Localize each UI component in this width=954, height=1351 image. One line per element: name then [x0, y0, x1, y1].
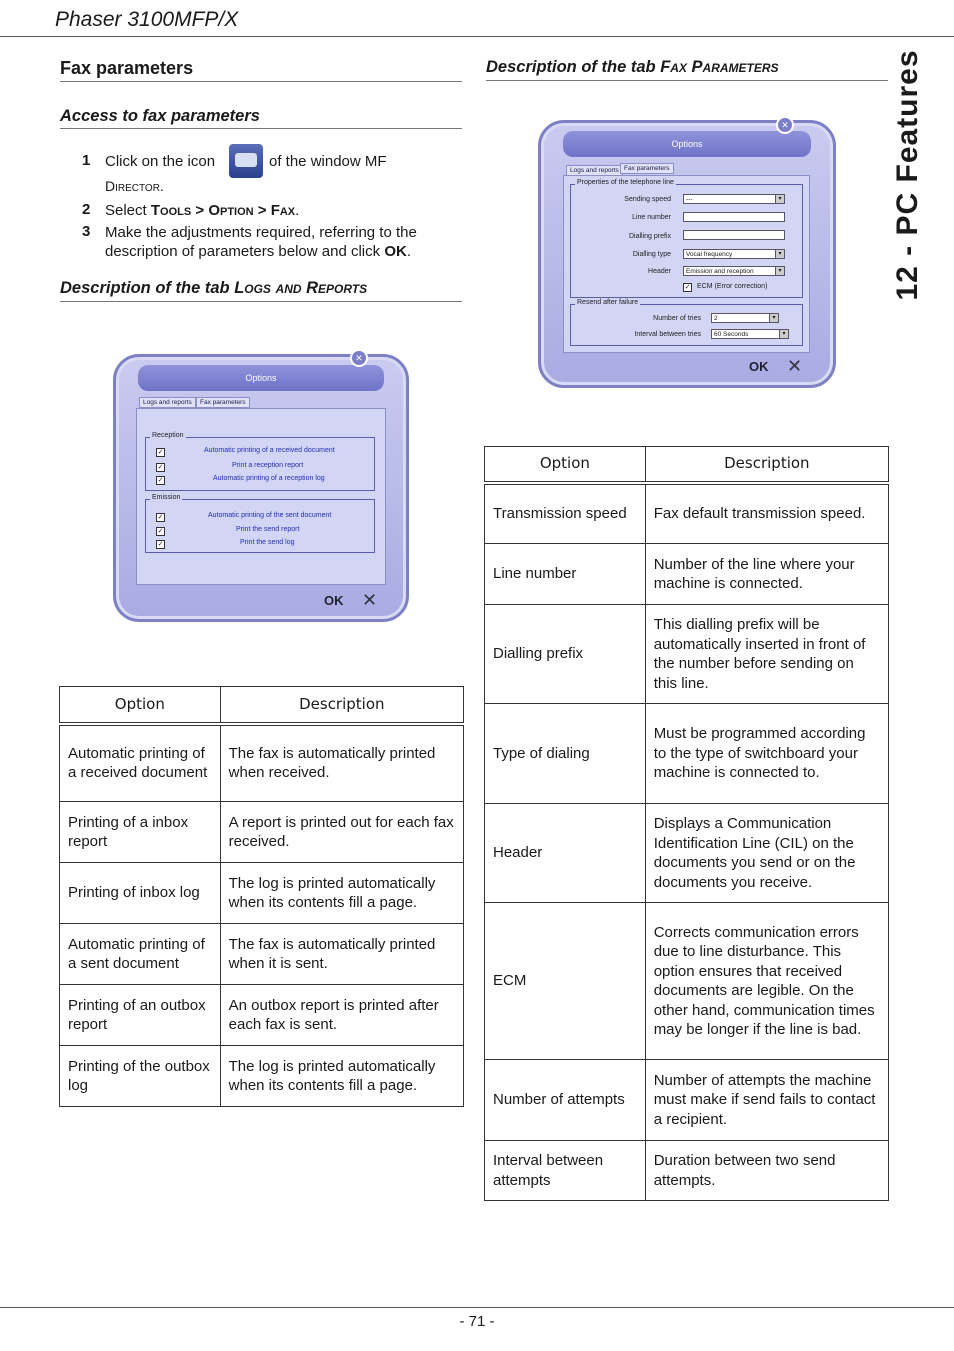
table-row: [60, 1046, 464, 1107]
page-number: - 71 -: [459, 1313, 495, 1330]
access-title: Access to fax parameters: [60, 107, 260, 125]
table-row: [485, 804, 889, 903]
table-row: [485, 544, 889, 605]
field-value: 60 Seconds: [714, 331, 749, 338]
chevron-down-icon: ▾: [779, 330, 788, 338]
field-label: Interval between tries: [634, 331, 701, 338]
ok-keyword: OK: [384, 243, 407, 260]
description-cell: Duration between two send attempts.: [645, 1141, 888, 1201]
step-2-end: .: [295, 202, 300, 219]
option-cell: Interval between attempts: [485, 1141, 646, 1201]
chevron-down-icon: ▾: [775, 267, 784, 275]
reception-option: Automatic printing of a reception log: [213, 475, 325, 482]
description-cell: Number of the line where your machine is connected.: [645, 544, 888, 605]
step-2-text: [105, 201, 299, 220]
option-cell: Printing of inbox log: [60, 863, 221, 924]
option-cell: Automatic printing of a received document: [60, 724, 221, 802]
section-rule: [60, 81, 462, 82]
telephone-line-group: [570, 179, 803, 298]
option-cell: Printing of a inbox report: [60, 802, 221, 863]
checkbox[interactable]: ✓: [157, 449, 164, 456]
logs-reports-table: [59, 686, 464, 1107]
ecm-label: ECM (Error correction): [697, 283, 768, 290]
logs-title-prefix: Description of the tab: [60, 279, 235, 297]
step-2-prefix: Select: [105, 202, 151, 219]
access-rule: [60, 128, 462, 129]
emission-option: Automatic printing of the sent document: [208, 512, 332, 519]
reception-option: Print a reception report: [232, 462, 304, 469]
menu-tools: Tools: [150, 202, 192, 219]
chevron-down-icon: ▾: [775, 250, 784, 258]
chevron-down-icon: ▾: [775, 195, 784, 203]
step-1-text-a: Click on the icon: [105, 153, 216, 170]
step-number: 1: [82, 152, 91, 169]
fax-title-tab-name: Fax Parameters: [660, 58, 779, 76]
table-row: [485, 605, 889, 704]
field-value: 2: [714, 315, 718, 322]
section-title: Fax parameters: [60, 58, 194, 78]
column-header: Option: [485, 447, 646, 483]
dialog-panel: [563, 175, 810, 353]
description-cell: Displays a Communication Identification Line (CIL) on the documents you send or on the documents you receive.: [645, 804, 888, 903]
interval-select[interactable]: [711, 329, 789, 339]
description-cell: The fax is automatically printed when it is sent.: [220, 924, 463, 985]
tab-fax-parameters[interactable]: Fax parameters: [620, 163, 674, 174]
telephone-line-label: Properties of the telephone line: [577, 179, 674, 186]
reception-option: Automatic printing of a received document: [204, 447, 335, 454]
description-cell: This dialling prefix will be automatically inserted in front of the number before sending on this line.: [645, 605, 888, 704]
resend-group: [570, 299, 803, 346]
step-3-text: description of parameters below and click: [105, 243, 385, 260]
ecm-checkbox[interactable]: ✓: [684, 284, 691, 291]
emission-label: Emission: [152, 494, 181, 501]
table-row: [60, 985, 464, 1046]
resend-label: Resend after failure: [577, 299, 639, 306]
cancel-icon[interactable]: ✕: [787, 356, 803, 376]
dialog-title-bar: Options: [138, 365, 384, 391]
description-cell: Number of attempts the machine must make if send fails to contact a recipient.: [645, 1060, 888, 1141]
step-3-end: .: [406, 243, 411, 260]
dialog-panel: [136, 408, 386, 585]
description-cell: The log is printed automatically when its contents fill a page.: [220, 863, 463, 924]
table-header-row: [485, 447, 889, 483]
logs-rule: [60, 301, 462, 302]
description-cell: The fax is automatically printed when received.: [220, 724, 463, 802]
option-cell: Printing of an outbox report: [60, 985, 221, 1046]
description-cell: The log is printed automatically when its contents fill a page.: [220, 1046, 463, 1107]
emission-option: Print the send report: [236, 526, 300, 533]
option-cell: Header: [485, 804, 646, 903]
menu-separator: >: [253, 202, 271, 219]
emission-option: Print the send log: [240, 539, 295, 546]
menu-fax: Fax: [270, 202, 296, 219]
tab-logs-and-reports[interactable]: Logs and reports: [139, 397, 196, 408]
options-dialog-fax: [538, 120, 836, 388]
field-label: Header: [648, 268, 671, 275]
step-1-text-c: Director.: [105, 178, 164, 194]
emission-group: [145, 494, 375, 553]
mf-director-fax-icon: [229, 144, 263, 178]
chapter-label: 12 - PC Features: [891, 49, 924, 301]
close-icon[interactable]: ✕: [776, 116, 794, 134]
options-dialog-logs: [113, 354, 409, 622]
footer-divider: [0, 1307, 954, 1308]
cancel-icon[interactable]: ✕: [362, 590, 378, 610]
option-cell: ECM: [485, 903, 646, 1060]
field-label: Line number: [632, 214, 671, 221]
field-label: Number of tries: [653, 315, 701, 322]
dialog-title-bar: Options: [563, 131, 811, 157]
fax-parameters-table: [484, 446, 889, 1201]
fax-title-prefix: Description of the tab: [486, 58, 661, 76]
description-cell: Fax default transmission speed.: [645, 483, 888, 544]
step-number: 2: [82, 201, 91, 218]
checkbox[interactable]: ✓: [157, 528, 164, 535]
field-value: ---: [686, 196, 693, 203]
table-row: [60, 802, 464, 863]
reception-group: [145, 432, 375, 491]
fax-tab-title: [486, 58, 779, 77]
table-row: [60, 724, 464, 802]
field-label: Dialling prefix: [628, 233, 671, 240]
fax-title-rule: [486, 80, 888, 81]
table-row: [485, 704, 889, 804]
ok-button[interactable]: OK: [324, 593, 344, 608]
step-1-text-b: of the window MF: [269, 153, 387, 170]
step-3-line1: Make the adjustments required, referring to the: [105, 224, 417, 241]
column-header: Description: [220, 687, 463, 724]
dialling-prefix-input[interactable]: [683, 230, 785, 240]
option-cell: Printing of the outbox log: [60, 1046, 221, 1107]
reception-label: Reception: [152, 432, 184, 439]
header-select[interactable]: [683, 266, 785, 276]
checkbox[interactable]: ✓: [157, 541, 164, 548]
description-cell: A report is printed out for each fax received.: [220, 802, 463, 863]
sending-speed-select[interactable]: [683, 194, 785, 204]
menu-option: Option: [208, 202, 254, 219]
option-cell: Line number: [485, 544, 646, 605]
menu-separator: >: [191, 202, 209, 219]
table-row: [485, 1060, 889, 1141]
document-title: Phaser 3100MFP/X: [55, 8, 239, 31]
checkbox[interactable]: ✓: [157, 514, 164, 521]
table-header-row: [60, 687, 464, 724]
dialling-type-select[interactable]: [683, 249, 785, 259]
logs-tab-title: [60, 279, 367, 298]
tab-fax-parameters[interactable]: Fax parameters: [196, 397, 250, 408]
option-cell: Dialling prefix: [485, 605, 646, 704]
field-value: Vocal frequency: [686, 251, 733, 258]
column-header: Description: [645, 447, 888, 483]
tab-logs-and-reports[interactable]: Logs and reports: [566, 165, 623, 176]
step-number: 3: [82, 223, 91, 240]
line-number-input[interactable]: [683, 212, 785, 222]
table-row: [485, 903, 889, 1060]
table-row: [60, 924, 464, 985]
header-divider: [0, 36, 954, 37]
field-label: Sending speed: [624, 196, 671, 203]
checkbox[interactable]: ✓: [157, 477, 164, 484]
field-label: Dialling type: [632, 251, 671, 258]
table-row: [485, 1141, 889, 1201]
description-cell: Must be programmed according to the type of switchboard your machine is connected to.: [645, 704, 888, 804]
column-header: Option: [60, 687, 221, 724]
close-icon[interactable]: ✕: [350, 349, 368, 367]
table-row: [485, 483, 889, 544]
description-cell: Corrects communication errors due to line disturbance. This option ensures that received documents are legible. On the other hand, communication times may be longer if the line is bad.: [645, 903, 888, 1060]
option-cell: Transmission speed: [485, 483, 646, 544]
logs-title-tab-name: Logs and Reports: [234, 279, 368, 297]
number-of-tries-select[interactable]: [711, 313, 779, 323]
chevron-down-icon: ▾: [769, 314, 778, 322]
option-cell: Number of attempts: [485, 1060, 646, 1141]
checkbox[interactable]: ✓: [157, 464, 164, 471]
step-3-line2: [105, 242, 411, 261]
ok-button[interactable]: OK: [749, 359, 769, 374]
table-row: [60, 863, 464, 924]
option-cell: Type of dialing: [485, 704, 646, 804]
option-cell: Automatic printing of a sent document: [60, 924, 221, 985]
chapter-side-tab: [868, 49, 948, 301]
field-value: Emission and reception: [686, 268, 754, 275]
description-cell: An outbox report is printed after each fax is sent.: [220, 985, 463, 1046]
